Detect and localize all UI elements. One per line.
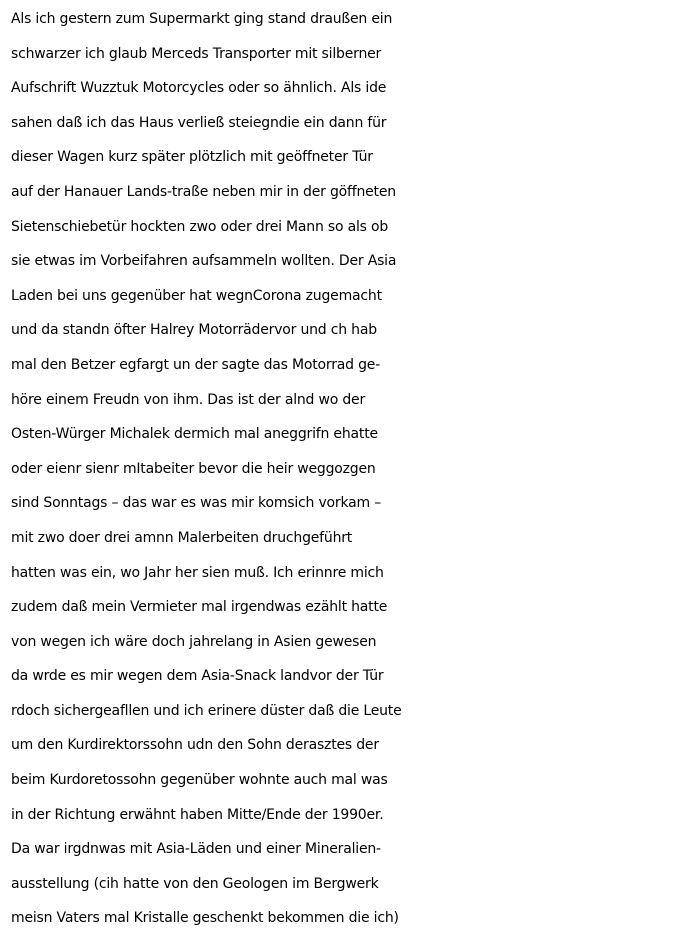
text-line-24: in der Richtung erwähnt haben Mitte/Ende der 1990er.: [11, 806, 384, 823]
text-line-22: um den Kurdirektorssohn udn den Sohn derasztes der: [11, 737, 379, 754]
text-line-25: Da war irgdnwas mit Asia-Läden und einer Mineralien-: [11, 841, 381, 858]
text-line-19: von wegen ich wäre doch jahrelang in Asien gewesen: [11, 633, 377, 650]
text-line-14: oder eienr sienr mItabeiter bevor die heir weggozgen: [11, 460, 376, 477]
text-line-8: sie etwas im Vorbeifahren aufsammeln wollten. Der Asia: [11, 253, 397, 270]
text-line-2: schwarzer ich glaub Merceds Transporter mit silberner: [11, 45, 382, 62]
text-line-9: Laden bei uns gegenüber hat wegnCorona zugemacht: [11, 287, 382, 304]
body-text: [11, 2, 681, 936]
text-line-21: rdoch sichergeafllen und ich erinere düster daß die Leute: [11, 702, 402, 719]
text-line-10: und da standn öfter Halrey Motorrädervor und ch hab: [11, 322, 377, 339]
text-line-4: sahen daß ich das Haus verließ steiegndie ein dann für: [11, 114, 387, 131]
text-line-13: Osten-Würger Michalek dermich mal aneggrifn ehatte: [11, 426, 378, 443]
text-line-26: ausstellung (cih hatte von den Geologen im Bergwerk: [11, 875, 379, 892]
text-line-1: Als ich gestern zum Supermarkt ging stand draußen ein: [11, 11, 393, 27]
text-line-18: zudem daß mein Vermieter mal irgendwas ezählt hatte: [11, 599, 388, 616]
text-line-11: mal den Betzer egfargt un der sagte das Motorrad ge-: [11, 356, 381, 373]
text-line-7: Sietenschiebetür hockten zwo oder drei Mann so als ob: [11, 218, 389, 235]
text-line-20: da wrde es mir wegen dem Asia-Snack landvor der Tür: [11, 668, 384, 685]
text-line-23: beim Kurdoretossohn gegenüber wohnte auch mal was: [11, 772, 388, 789]
text-line-17: hatten was ein, wo Jahr her sien muß. Ich erinnre mich: [11, 564, 384, 581]
text-line-6: auf der Hanauer Lands-traße neben mir in der göffneten: [11, 183, 396, 200]
text-line-27: meisn Vaters mal Kristalle geschenkt bekommen die ich): [11, 910, 399, 927]
text-line-5: dieser Wagen kurz später plötzlich mit geöffneter Tür: [11, 149, 373, 166]
text-line-3: Aufschrift Wuzztuk Motorcycles oder so ähnlich. Als ide: [11, 80, 387, 97]
text-line-16: mit zwo doer drei amnn Malerbeiten druchgeführt: [11, 529, 353, 546]
text-line-12: höre einem Freudn von ihm. Das ist der alnd wo der: [11, 391, 366, 408]
text-line-15: sind Sonntags – das war es was mir komsich vorkam –: [11, 495, 382, 512]
